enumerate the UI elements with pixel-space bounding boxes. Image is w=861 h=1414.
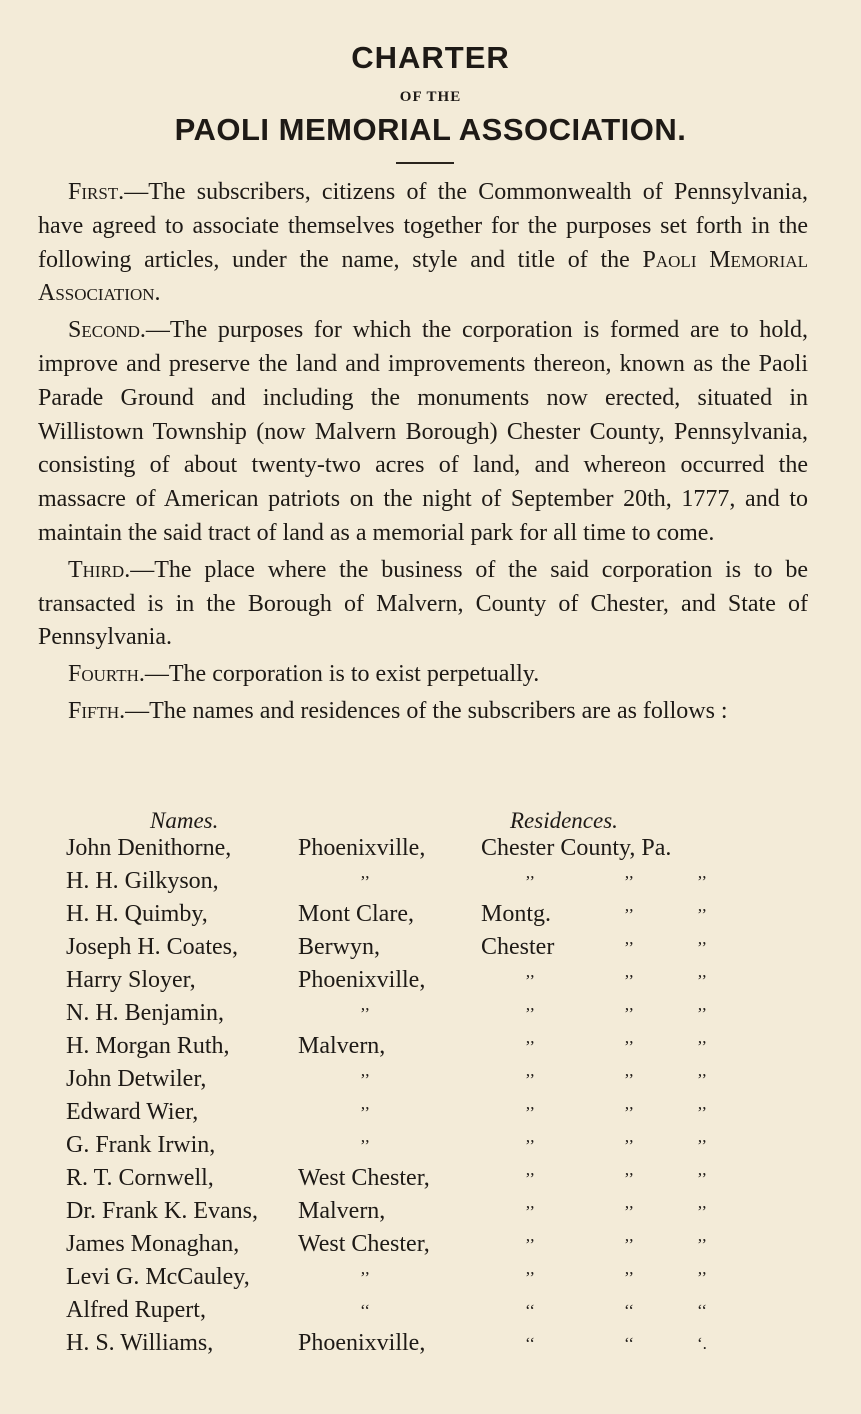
subscriber-name: Levi G. McCauley, <box>66 1264 250 1290</box>
subscriber-county: Chester <box>481 934 555 960</box>
county-ditto-mark: ’’ <box>525 1004 536 1023</box>
county-ditto-mark: ’’ <box>624 872 635 891</box>
subscriber-row <box>0 1000 861 1032</box>
residences-column-header: Residences. <box>510 808 618 833</box>
town-ditto-mark: ’’ <box>360 1103 371 1122</box>
county-ditto-mark: ’’ <box>624 1004 635 1023</box>
town-ditto-mark: ’’ <box>360 1004 371 1023</box>
article-label: Second. <box>68 317 146 344</box>
county-ditto-mark: ’’ <box>624 1037 635 1056</box>
county-ditto-mark: ’’ <box>624 938 635 957</box>
county-ditto-mark: ’’ <box>525 1268 536 1287</box>
subscriber-county: Chester County, Pa. <box>481 835 672 861</box>
county-ditto-mark: ’’ <box>624 1103 635 1122</box>
article-text: —The names and residences of the subscribers are as follows : <box>125 697 728 724</box>
subscriber-name: John Detwiler, <box>66 1066 207 1092</box>
subscriber-row <box>0 1297 861 1329</box>
state-ditto-mark: ‘. <box>697 1334 707 1353</box>
subscriber-name: H. H. Gilkyson, <box>66 868 219 894</box>
subscriber-row <box>0 1330 861 1362</box>
county-ditto-mark: ’’ <box>624 1202 635 1221</box>
town-ditto-mark: ’’ <box>360 1070 371 1089</box>
subscriber-town: West Chester, <box>298 1165 430 1191</box>
subscriber-name: John Denithorne, <box>66 835 232 861</box>
subscriber-row <box>0 1132 861 1164</box>
subscriber-name: H. H. Quimby, <box>66 901 208 927</box>
organization-name: PAOLI MEMORIAL ASSOCIATION. <box>174 112 687 147</box>
state-ditto-mark: ’’ <box>697 1037 708 1056</box>
article-text: —The subscribers, citizens of the Commonwealth of Pennsylvania, have agreed to associate themselves together for the purposes set forth in the following articles, under the name, style and title of the <box>38 179 808 273</box>
county-ditto-mark: ’’ <box>525 1136 536 1155</box>
article-label: Fourth. <box>68 661 145 688</box>
association-name: Paoli Memorial Association <box>38 246 808 307</box>
article-first <box>38 176 808 311</box>
subscriber-row <box>0 1033 861 1065</box>
county-ditto-mark: ’’ <box>624 971 635 990</box>
subscriber-row <box>0 1165 861 1197</box>
charter-articles <box>38 176 808 732</box>
state-ditto-mark: ’’ <box>697 938 708 957</box>
subscriber-row <box>0 1198 861 1230</box>
county-ditto-mark: ’’ <box>525 1169 536 1188</box>
county-ditto-mark: ’’ <box>624 1235 635 1254</box>
article-text: —The place where the business of the said corporation is to be transacted is in the Borough of Malvern, County of Chester, and State of Pennsylvania. <box>38 556 808 651</box>
article-third <box>38 554 808 655</box>
county-ditto-mark: ’’ <box>624 1268 635 1287</box>
subscriber-name: Harry Sloyer, <box>66 967 196 993</box>
subscriber-town: Malvern, <box>298 1198 386 1224</box>
state-ditto-mark: ’’ <box>697 1235 708 1254</box>
subscriber-row <box>0 1066 861 1098</box>
state-ditto-mark: ’’ <box>697 872 708 891</box>
subscriber-name: H. Morgan Ruth, <box>66 1033 230 1059</box>
state-ditto-mark: ’’ <box>697 971 708 990</box>
names-column-header: Names. <box>150 808 219 833</box>
subscriber-county: Montg. <box>481 901 552 927</box>
subscriber-name: Dr. Frank K. Evans, <box>66 1198 258 1224</box>
state-ditto-mark: ’’ <box>697 1268 708 1287</box>
page-title: CHARTER <box>351 40 510 75</box>
article-text: —The corporation is to exist perpetually. <box>144 661 540 688</box>
subscriber-town: Mont Clare, <box>298 901 414 927</box>
subscriber-name: Alfred Rupert, <box>66 1297 206 1323</box>
town-ditto-mark: ’’ <box>360 1268 371 1287</box>
article-label: Fifth. <box>68 697 126 724</box>
article-fifth <box>38 695 808 729</box>
subscriber-name: Edward Wier, <box>66 1099 199 1125</box>
subscriber-row <box>0 934 861 966</box>
subscriber-name: Joseph H. Coates, <box>66 934 238 960</box>
state-ditto-mark: ’’ <box>697 1004 708 1023</box>
state-ditto-mark: ‘‘ <box>697 1301 708 1320</box>
article-fourth <box>38 658 808 692</box>
subscriber-town: Malvern, <box>298 1033 386 1059</box>
county-ditto-mark: ’’ <box>525 1037 536 1056</box>
subscriber-name: G. Frank Irwin, <box>66 1132 216 1158</box>
county-ditto-mark: ’’ <box>624 1169 635 1188</box>
article-tail: . <box>154 280 161 307</box>
subscriber-town: West Chester, <box>298 1231 430 1257</box>
county-ditto-mark: ’’ <box>624 905 635 924</box>
county-ditto-mark: ’’ <box>525 1070 536 1089</box>
subscriber-row <box>0 1264 861 1296</box>
article-second <box>38 314 808 551</box>
subscriber-name: N. H. Benjamin, <box>66 1000 224 1026</box>
article-label: First. <box>68 179 125 205</box>
subscriber-row <box>0 967 861 999</box>
state-ditto-mark: ’’ <box>697 1136 708 1155</box>
town-ditto-mark: ’’ <box>360 1136 371 1155</box>
county-ditto-mark: ’’ <box>525 1235 536 1254</box>
county-ditto-mark: ‘‘ <box>525 1334 536 1353</box>
subscriber-name: R. T. Cornwell, <box>66 1165 214 1191</box>
subscriber-town: Phoenixville, <box>298 835 426 861</box>
subscriber-row <box>0 901 861 933</box>
title-divider <box>396 162 454 164</box>
subscriber-town: Berwyn, <box>298 934 380 960</box>
county-ditto-mark: ’’ <box>525 1103 536 1122</box>
article-text: —The purposes for which the corporation is formed are to hold, improve and preserve the land and improvements thereon, known as the Paoli Parade Ground and including the monuments now erected, situated in Willistown Township (now Malvern Borough) Chester County, Pennsylvania, consisting of about twenty-two acres of land, and whereon occurred the massacre of American patriots on the night of September 20th, 1777, and to maintain the said tract of land as a memorial park for all time to come. <box>38 317 808 546</box>
county-ditto-mark: ‘‘ <box>624 1334 635 1353</box>
subscriber-name: James Monaghan, <box>66 1231 240 1257</box>
subscriber-name: H. S. Williams, <box>66 1330 214 1356</box>
subscriber-row <box>0 835 861 867</box>
subscriber-row <box>0 868 861 900</box>
subscriber-row <box>0 1099 861 1131</box>
state-ditto-mark: ’’ <box>697 905 708 924</box>
article-label: Third. <box>68 556 131 583</box>
town-ditto-mark: ’’ <box>360 872 371 891</box>
county-ditto-mark: ’’ <box>624 1136 635 1155</box>
county-ditto-mark: ‘‘ <box>624 1301 635 1320</box>
town-ditto-mark: ‘‘ <box>360 1301 371 1320</box>
county-ditto-mark: ’’ <box>525 971 536 990</box>
county-ditto-mark: ’’ <box>525 1202 536 1221</box>
page-subtitle: OF THE <box>399 89 462 105</box>
county-ditto-mark: ’’ <box>525 872 536 891</box>
subscriber-row <box>0 1231 861 1263</box>
state-ditto-mark: ’’ <box>697 1169 708 1188</box>
state-ditto-mark: ’’ <box>697 1202 708 1221</box>
subscriber-town: Phoenixville, <box>298 1330 426 1356</box>
subscriber-town: Phoenixville, <box>298 967 426 993</box>
state-ditto-mark: ’’ <box>697 1103 708 1122</box>
county-ditto-mark: ‘‘ <box>525 1301 536 1320</box>
state-ditto-mark: ’’ <box>697 1070 708 1089</box>
county-ditto-mark: ’’ <box>624 1070 635 1089</box>
